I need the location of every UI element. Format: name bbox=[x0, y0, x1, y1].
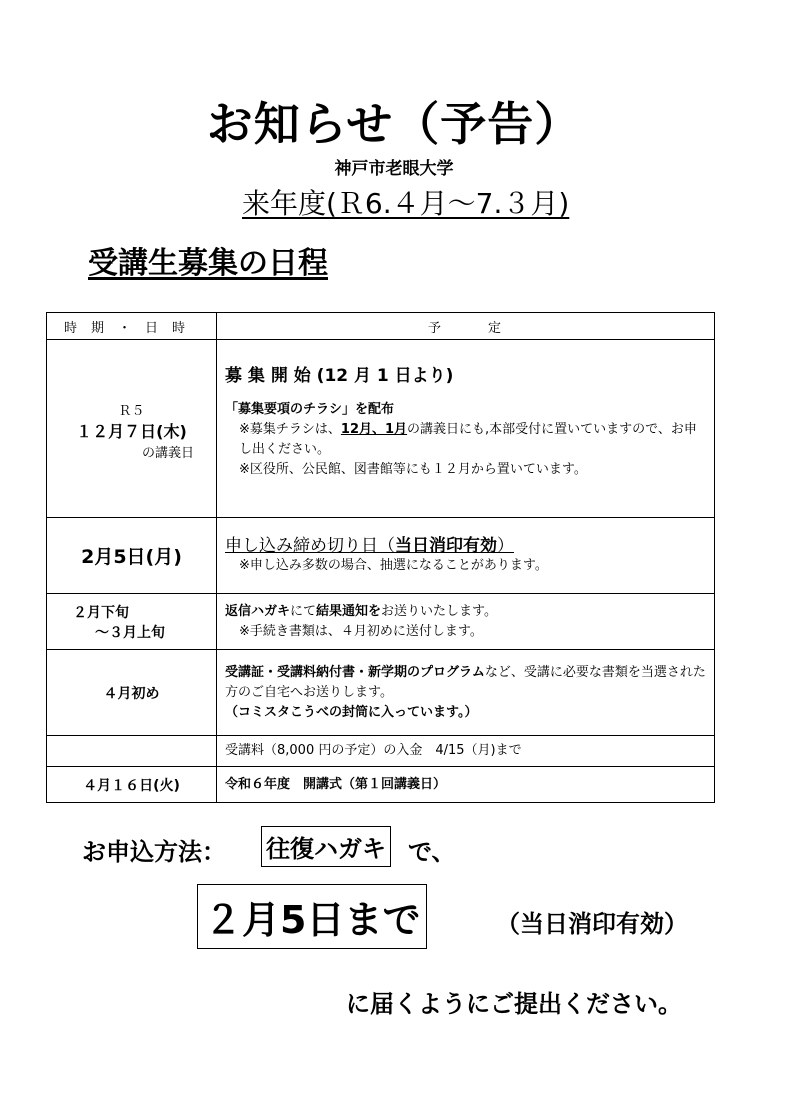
row4-schedule-cell bbox=[217, 650, 715, 736]
row1-main: 募 集 開 始 (12 月 1 日より) bbox=[225, 366, 454, 386]
row3-date-cell bbox=[47, 594, 217, 650]
table-row bbox=[47, 518, 715, 594]
row3-text-b1: 返信ハガキ bbox=[225, 603, 291, 619]
row1-schedule-cell bbox=[217, 340, 715, 518]
row2-date: 2月5日(月) bbox=[47, 518, 217, 594]
row1-note2: ※区役所、公民館、図書館等にも１２月から置いています。 bbox=[239, 462, 587, 477]
row3-date-line1: ２月下旬 bbox=[73, 604, 129, 621]
application-suffix: で、 bbox=[408, 838, 456, 866]
row1-note1 bbox=[225, 420, 706, 460]
row2-schedule-cell bbox=[217, 518, 715, 594]
academic-year: 来年度(Ｒ6.４月〜7.３月) bbox=[242, 187, 570, 220]
row4-text-n: など、受講に必要な書類を当選された方のご自宅へお送りします。 bbox=[225, 664, 706, 700]
table-row bbox=[47, 736, 715, 767]
row3-schedule-cell bbox=[217, 594, 715, 650]
row1-flyer: 「募集要項のチラシ」を配布 bbox=[225, 402, 395, 417]
row2-main bbox=[225, 536, 706, 556]
row3-text-b2: 結果通知を bbox=[316, 603, 382, 619]
table-header-row bbox=[47, 313, 715, 340]
table-row bbox=[47, 650, 715, 736]
row3-text bbox=[225, 602, 706, 622]
row4-date: ４月初め bbox=[47, 650, 217, 736]
row3-text-n1: にて bbox=[290, 603, 317, 619]
table-row bbox=[47, 340, 715, 518]
closing-text: に届くようにご提出ください。 bbox=[346, 990, 682, 1018]
row3-date-line2: 〜３月上旬 bbox=[95, 624, 165, 641]
row1-note1-pre: ※募集チラシは、 bbox=[239, 422, 341, 437]
application-label: お申込方法： bbox=[82, 838, 226, 866]
row5-date bbox=[47, 736, 217, 767]
section-heading: 受講生募集の日程 bbox=[88, 246, 328, 281]
application-method: 往復ハガキ bbox=[261, 826, 391, 867]
table-row bbox=[47, 767, 715, 803]
row4-note: （コミスタこうべの封筒に入っています。） bbox=[225, 704, 478, 720]
row2-main-post: ） bbox=[497, 535, 514, 556]
table-row bbox=[47, 594, 715, 650]
row2-main-em: 当日消印有効 bbox=[395, 535, 497, 556]
header-schedule: 予 定 bbox=[217, 313, 715, 340]
row2-main-pre: 申し込み締め切り日（ bbox=[225, 535, 395, 556]
page-title: お知らせ（予告） bbox=[206, 97, 582, 151]
organization-name: 神戸市老眼大学 bbox=[334, 159, 454, 179]
application-deadline: ２月5日まで bbox=[197, 884, 427, 949]
row4-text bbox=[225, 663, 706, 703]
row5-text: 受講料（8,000 円の予定）の入金 4/15（月)まで bbox=[217, 736, 715, 767]
row4-text-b: 受講証・受講料納付書・新学期のプログラム bbox=[225, 664, 485, 680]
row1-date-cell bbox=[47, 340, 217, 518]
row1-note1-em: 12月、1月 bbox=[340, 422, 408, 437]
row1-date: １２月７日(木) bbox=[76, 422, 187, 441]
row1-era: Ｒ５ bbox=[118, 404, 145, 419]
schedule-table bbox=[46, 312, 715, 803]
row3-note: ※手続き書類は、４月初めに送付します。 bbox=[239, 623, 483, 639]
row2-note: ※申し込み多数の場合、抽選になることがあります。 bbox=[239, 557, 548, 573]
row6-date: ４月１６日(火) bbox=[47, 767, 217, 803]
row3-text-n2: お送りいたします。 bbox=[381, 603, 498, 619]
deadline-note: （当日消印有効） bbox=[496, 910, 688, 938]
header-period: 時期・日時 bbox=[47, 313, 217, 340]
row6-text: 令和６年度 開講式（第１回講義日） bbox=[217, 767, 715, 803]
row1-date-suffix: の講義日 bbox=[141, 446, 194, 461]
row1-note1-post: の講義日にも,本部受付に置いていますので、お申し出ください。 bbox=[239, 422, 697, 457]
